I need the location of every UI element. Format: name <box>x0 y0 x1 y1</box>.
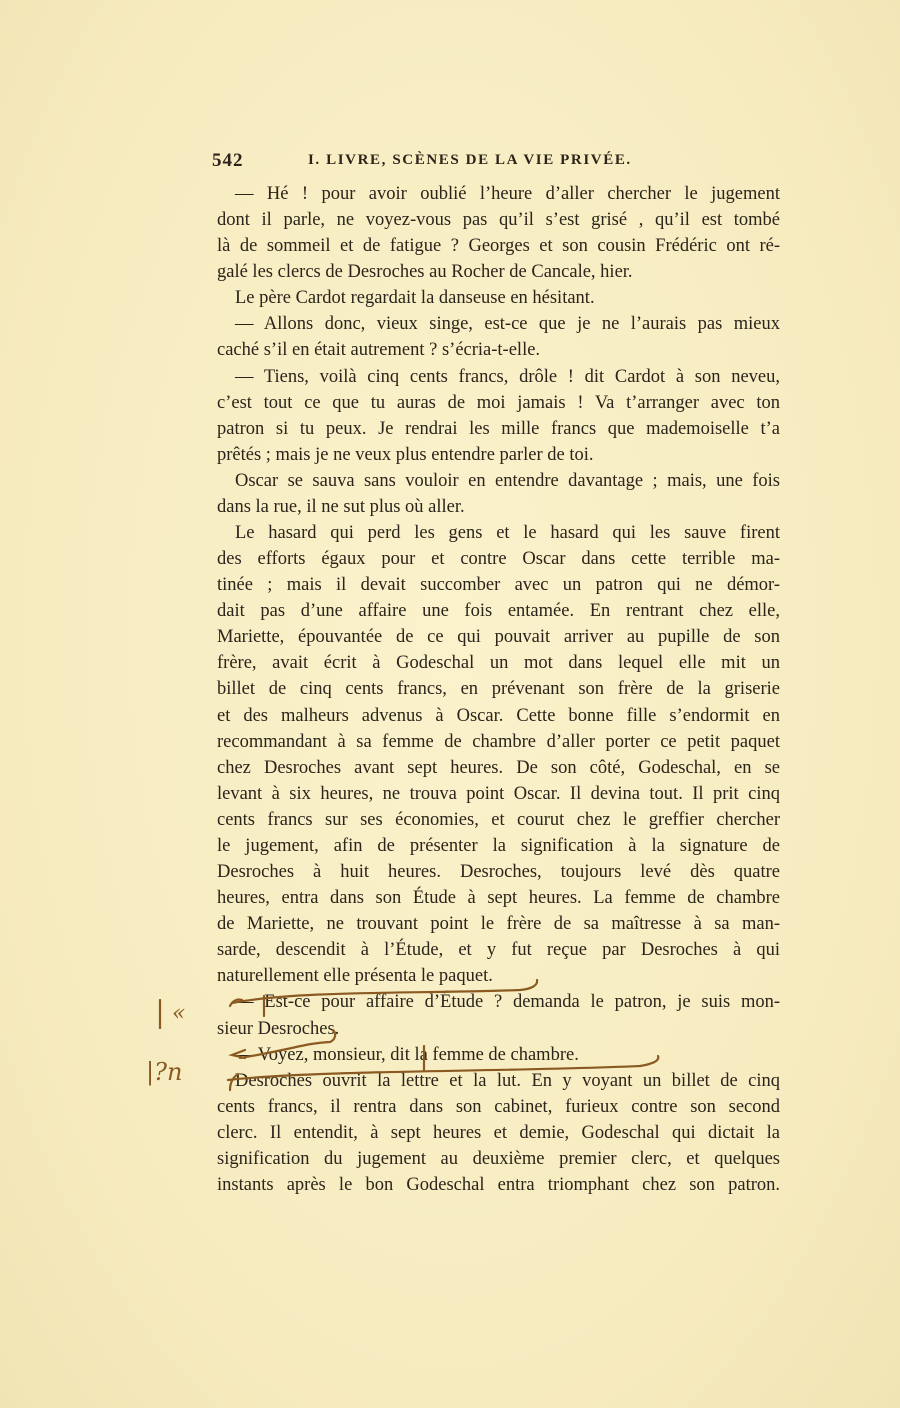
text-line: chez Desroches avant sept heures. De son côté, Godeschal, en se <box>217 757 780 778</box>
text-line: Desroches ouvrit la lettre et la lut. En y voyant un billet de cinq <box>235 1070 780 1091</box>
text-line: de Mariette, ne trouvant point le frère de sa maîtresse à sa man- <box>217 914 780 935</box>
page-header <box>212 150 782 176</box>
text-line: Le hasard qui perd les gens et le hasard qui les sauve firent <box>235 523 780 544</box>
text-line: — Allons donc, vieux singe, est-ce que je ne l’aurais pas mieux <box>235 314 780 335</box>
text-line: heures, entra dans son Étude à sept heures. La femme de chambre <box>217 888 780 909</box>
text-line: billet de cinq cents francs, en prévenant son frère de la griserie <box>217 679 780 700</box>
text-line: dans la rue, il ne sut plus où aller. <box>217 496 465 517</box>
text-line: clerc. Il entendit, à sept heures et demie, Godeschal qui dictait la <box>217 1122 780 1143</box>
text-line: Mariette, épouvantée de ce qui pouvait arriver au pupille de son <box>217 627 780 648</box>
text-line: dait pas d’une affaire une fois entamée. En rentrant chez elle, <box>217 601 780 622</box>
text-line: instants après le bon Godeschal entra triomphant chez son patron. <box>217 1174 780 1195</box>
text-line: là de sommeil et de fatigue ? Georges et son cousin Frédéric ont ré- <box>217 236 780 257</box>
text-line: — Est-ce pour affaire d’Étude ? demanda le patron, je suis mon- <box>235 992 780 1013</box>
text-line: et des malheurs advenus à Oscar. Cette bonne fille s’endormit en <box>217 705 780 726</box>
text-line: signification du jugement au deuxième premier clerc, et quelques <box>217 1148 780 1169</box>
text-line: dont il parle, ne voyez-vous pas qu’il s’est grisé , qu’il est tombé <box>217 210 780 231</box>
text-line: prêtés ; mais je ne veux plus entendre parler de toi. <box>217 444 594 465</box>
text-line: frère, avait écrit à Godeschal un mot dans lequel elle mit un <box>217 653 780 674</box>
page-number: 542 <box>212 150 244 171</box>
text-line: naturellement elle présenta le paquet. <box>217 966 493 987</box>
text-line: cents francs sur ses économies, et courut chez le greffier chercher <box>217 809 780 830</box>
text-line: le jugement, afin de présenter la signification à la signature de <box>217 835 780 856</box>
running-title: I. LIVRE, SCÈNES DE LA VIE PRIVÉE. <box>308 152 632 168</box>
text-line: — Voyez, monsieur, dit la femme de chambre. <box>235 1044 579 1065</box>
text-line: tinée ; mais il devait succomber avec un patron qui ne démor- <box>217 575 780 596</box>
text-line: c’est tout ce que tu auras de moi jamais ! Va t’arranger avec ton <box>217 392 780 413</box>
text-line: galé les clercs de Desroches au Rocher de Cancale, hier. <box>217 262 633 283</box>
text-line: — Hé ! pour avoir oublié l’heure d’aller chercher le jugement <box>235 184 780 204</box>
body-text <box>217 181 780 1198</box>
text-line: cents francs, il rentra dans son cabinet, furieux contre son second <box>217 1096 780 1117</box>
text-line: sarde, descendit à l’Étude, et y fut reçue par Desroches à qui <box>217 940 780 961</box>
text-line: Le père Cardot regardait la danseuse en hésitant. <box>235 288 595 309</box>
text-line: caché s’il en était autrement ? s’écria-t-elle. <box>217 340 541 361</box>
text-line: Desroches à huit heures. Desroches, toujours levé dès quatre <box>217 862 780 883</box>
margin-note-question: |?n <box>146 1058 183 1086</box>
text-line: des efforts égaux pour et contre Oscar dans cette terrible ma- <box>217 549 780 570</box>
text-line: patron si tu peux. Je rendrai les mille francs que mademoiselle t’a <box>217 418 780 439</box>
text-line: sieur Desroches. <box>217 1018 340 1039</box>
text-line: recommandant à sa femme de chambre d’aller porter ce petit paquet <box>217 731 780 752</box>
text-line: — Tiens, voilà cinq cents francs, drôle ! dit Cardot à son neveu, <box>235 366 780 387</box>
margin-note-guillemet: « <box>172 1001 186 1026</box>
text-line: levant à six heures, ne trouva point Oscar. Il devina tout. Il prit cinq <box>217 783 780 804</box>
text-line: Oscar se sauva sans vouloir en entendre davantage ; mais, une fois <box>235 470 780 491</box>
